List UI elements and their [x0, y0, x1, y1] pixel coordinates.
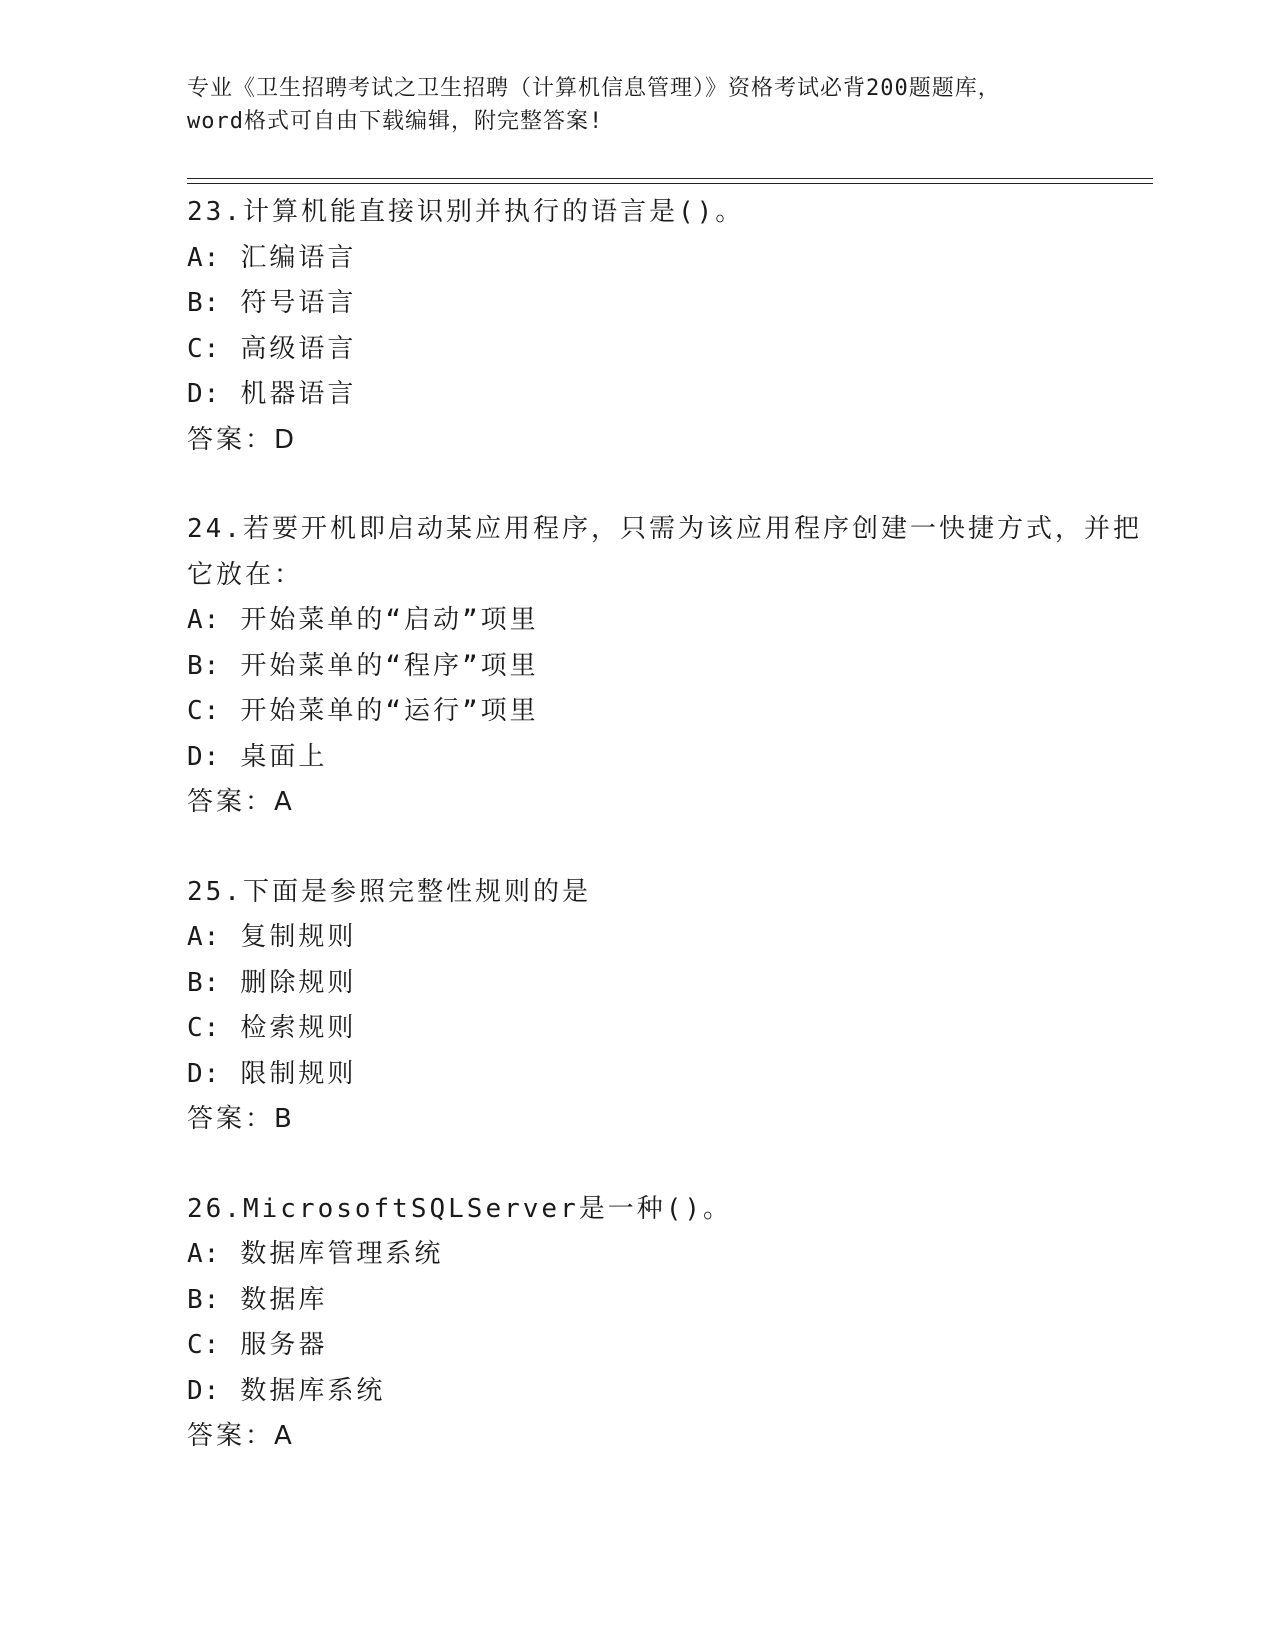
- option-d: [187, 1052, 1147, 1098]
- question-text: 26.MicrosoftSQLServer是一种()。: [187, 1193, 733, 1224]
- option-letter: D: [187, 1058, 204, 1089]
- header-divider-bottom: [187, 183, 1153, 184]
- option-letter: A: [187, 605, 204, 635]
- option-letter: A: [187, 242, 204, 273]
- option-letter: B: [187, 288, 204, 318]
- option-separator: :: [203, 242, 223, 273]
- answer-line: 答案：B: [187, 1104, 295, 1134]
- question-text: 23.计算机能直接识别并执行的语言是()。: [187, 197, 745, 227]
- option-letter: B: [187, 967, 204, 998]
- option-d: [187, 1369, 1147, 1415]
- option-separator: :: [203, 967, 223, 998]
- option-b: [187, 644, 1147, 690]
- question-23: [187, 190, 1147, 463]
- answer-line: 答案：A: [187, 787, 295, 817]
- option-letter: D: [187, 741, 204, 772]
- option-text: 数据库: [240, 1284, 328, 1315]
- option-a: [187, 236, 1147, 282]
- option-letter: B: [187, 1284, 204, 1315]
- option-letter: C: [187, 1013, 204, 1043]
- option-c: [187, 327, 1147, 373]
- header-line-1: 专业《卫生招聘考试之卫生招聘（计算机信息管理）》资格考试必背200题题库，: [187, 76, 1001, 101]
- option-letter: D: [187, 1375, 204, 1406]
- option-d: [187, 735, 1147, 781]
- option-text: 开始菜单的“启动”项里: [240, 605, 539, 635]
- option-a: [187, 915, 1147, 961]
- option-separator: :: [203, 333, 223, 364]
- option-text: 汇编语言: [240, 242, 357, 273]
- option-letter: D: [187, 379, 204, 409]
- option-a: [187, 598, 1147, 644]
- option-text: 限制规则: [240, 1058, 357, 1089]
- answer-line: 答案：A: [187, 1421, 295, 1451]
- option-text: 检索规则: [240, 1013, 357, 1043]
- option-d: [187, 372, 1147, 418]
- option-text: 数据库管理系统: [240, 1239, 444, 1269]
- option-separator: :: [203, 288, 223, 318]
- option-text: 桌面上: [240, 741, 328, 772]
- option-separator: :: [203, 650, 223, 681]
- document-header: [187, 72, 1087, 138]
- option-separator: :: [203, 696, 223, 726]
- option-text: 服务器: [240, 1330, 328, 1360]
- option-text: 开始菜单的“程序”项里: [240, 650, 539, 681]
- option-text: 复制规则: [240, 922, 357, 952]
- option-c: [187, 1323, 1147, 1369]
- option-b: [187, 961, 1147, 1007]
- option-separator: :: [203, 922, 223, 952]
- question-list: [187, 190, 1147, 1504]
- option-text: 开始菜单的“运行”项里: [240, 696, 539, 726]
- question-24: [187, 507, 1147, 826]
- option-letter: B: [187, 650, 204, 681]
- header-divider-top: [187, 178, 1153, 179]
- question-text: 24.若要开机即启动某应用程序，只需为该应用程序创建一快捷方式，并把它放在：: [187, 514, 1142, 590]
- option-b: [187, 281, 1147, 327]
- option-separator: :: [203, 1058, 223, 1089]
- option-c: [187, 689, 1147, 735]
- question-25: [187, 870, 1147, 1143]
- header-line-2: word格式可自由下载编辑，附完整答案!: [187, 109, 604, 134]
- option-separator: :: [203, 1239, 223, 1269]
- option-text: 符号语言: [240, 288, 357, 318]
- option-separator: :: [203, 379, 223, 409]
- option-separator: :: [203, 605, 223, 635]
- option-text: 机器语言: [240, 379, 357, 409]
- option-text: 数据库系统: [240, 1375, 386, 1406]
- option-letter: A: [187, 1239, 204, 1269]
- option-b: [187, 1278, 1147, 1324]
- option-text: 删除规则: [240, 967, 357, 998]
- option-text: 高级语言: [240, 333, 357, 364]
- option-separator: :: [203, 1013, 223, 1043]
- answer-line: 答案：D: [187, 424, 298, 455]
- question-26: [187, 1187, 1147, 1460]
- option-letter: C: [187, 696, 204, 726]
- option-letter: C: [187, 333, 204, 364]
- option-separator: :: [203, 741, 223, 772]
- option-letter: C: [187, 1330, 204, 1360]
- option-c: [187, 1006, 1147, 1052]
- option-separator: :: [203, 1330, 223, 1360]
- question-text: 25.下面是参照完整性规则的是: [187, 876, 591, 907]
- option-separator: :: [203, 1375, 223, 1406]
- option-a: [187, 1232, 1147, 1278]
- option-separator: :: [203, 1284, 223, 1315]
- option-letter: A: [187, 922, 204, 952]
